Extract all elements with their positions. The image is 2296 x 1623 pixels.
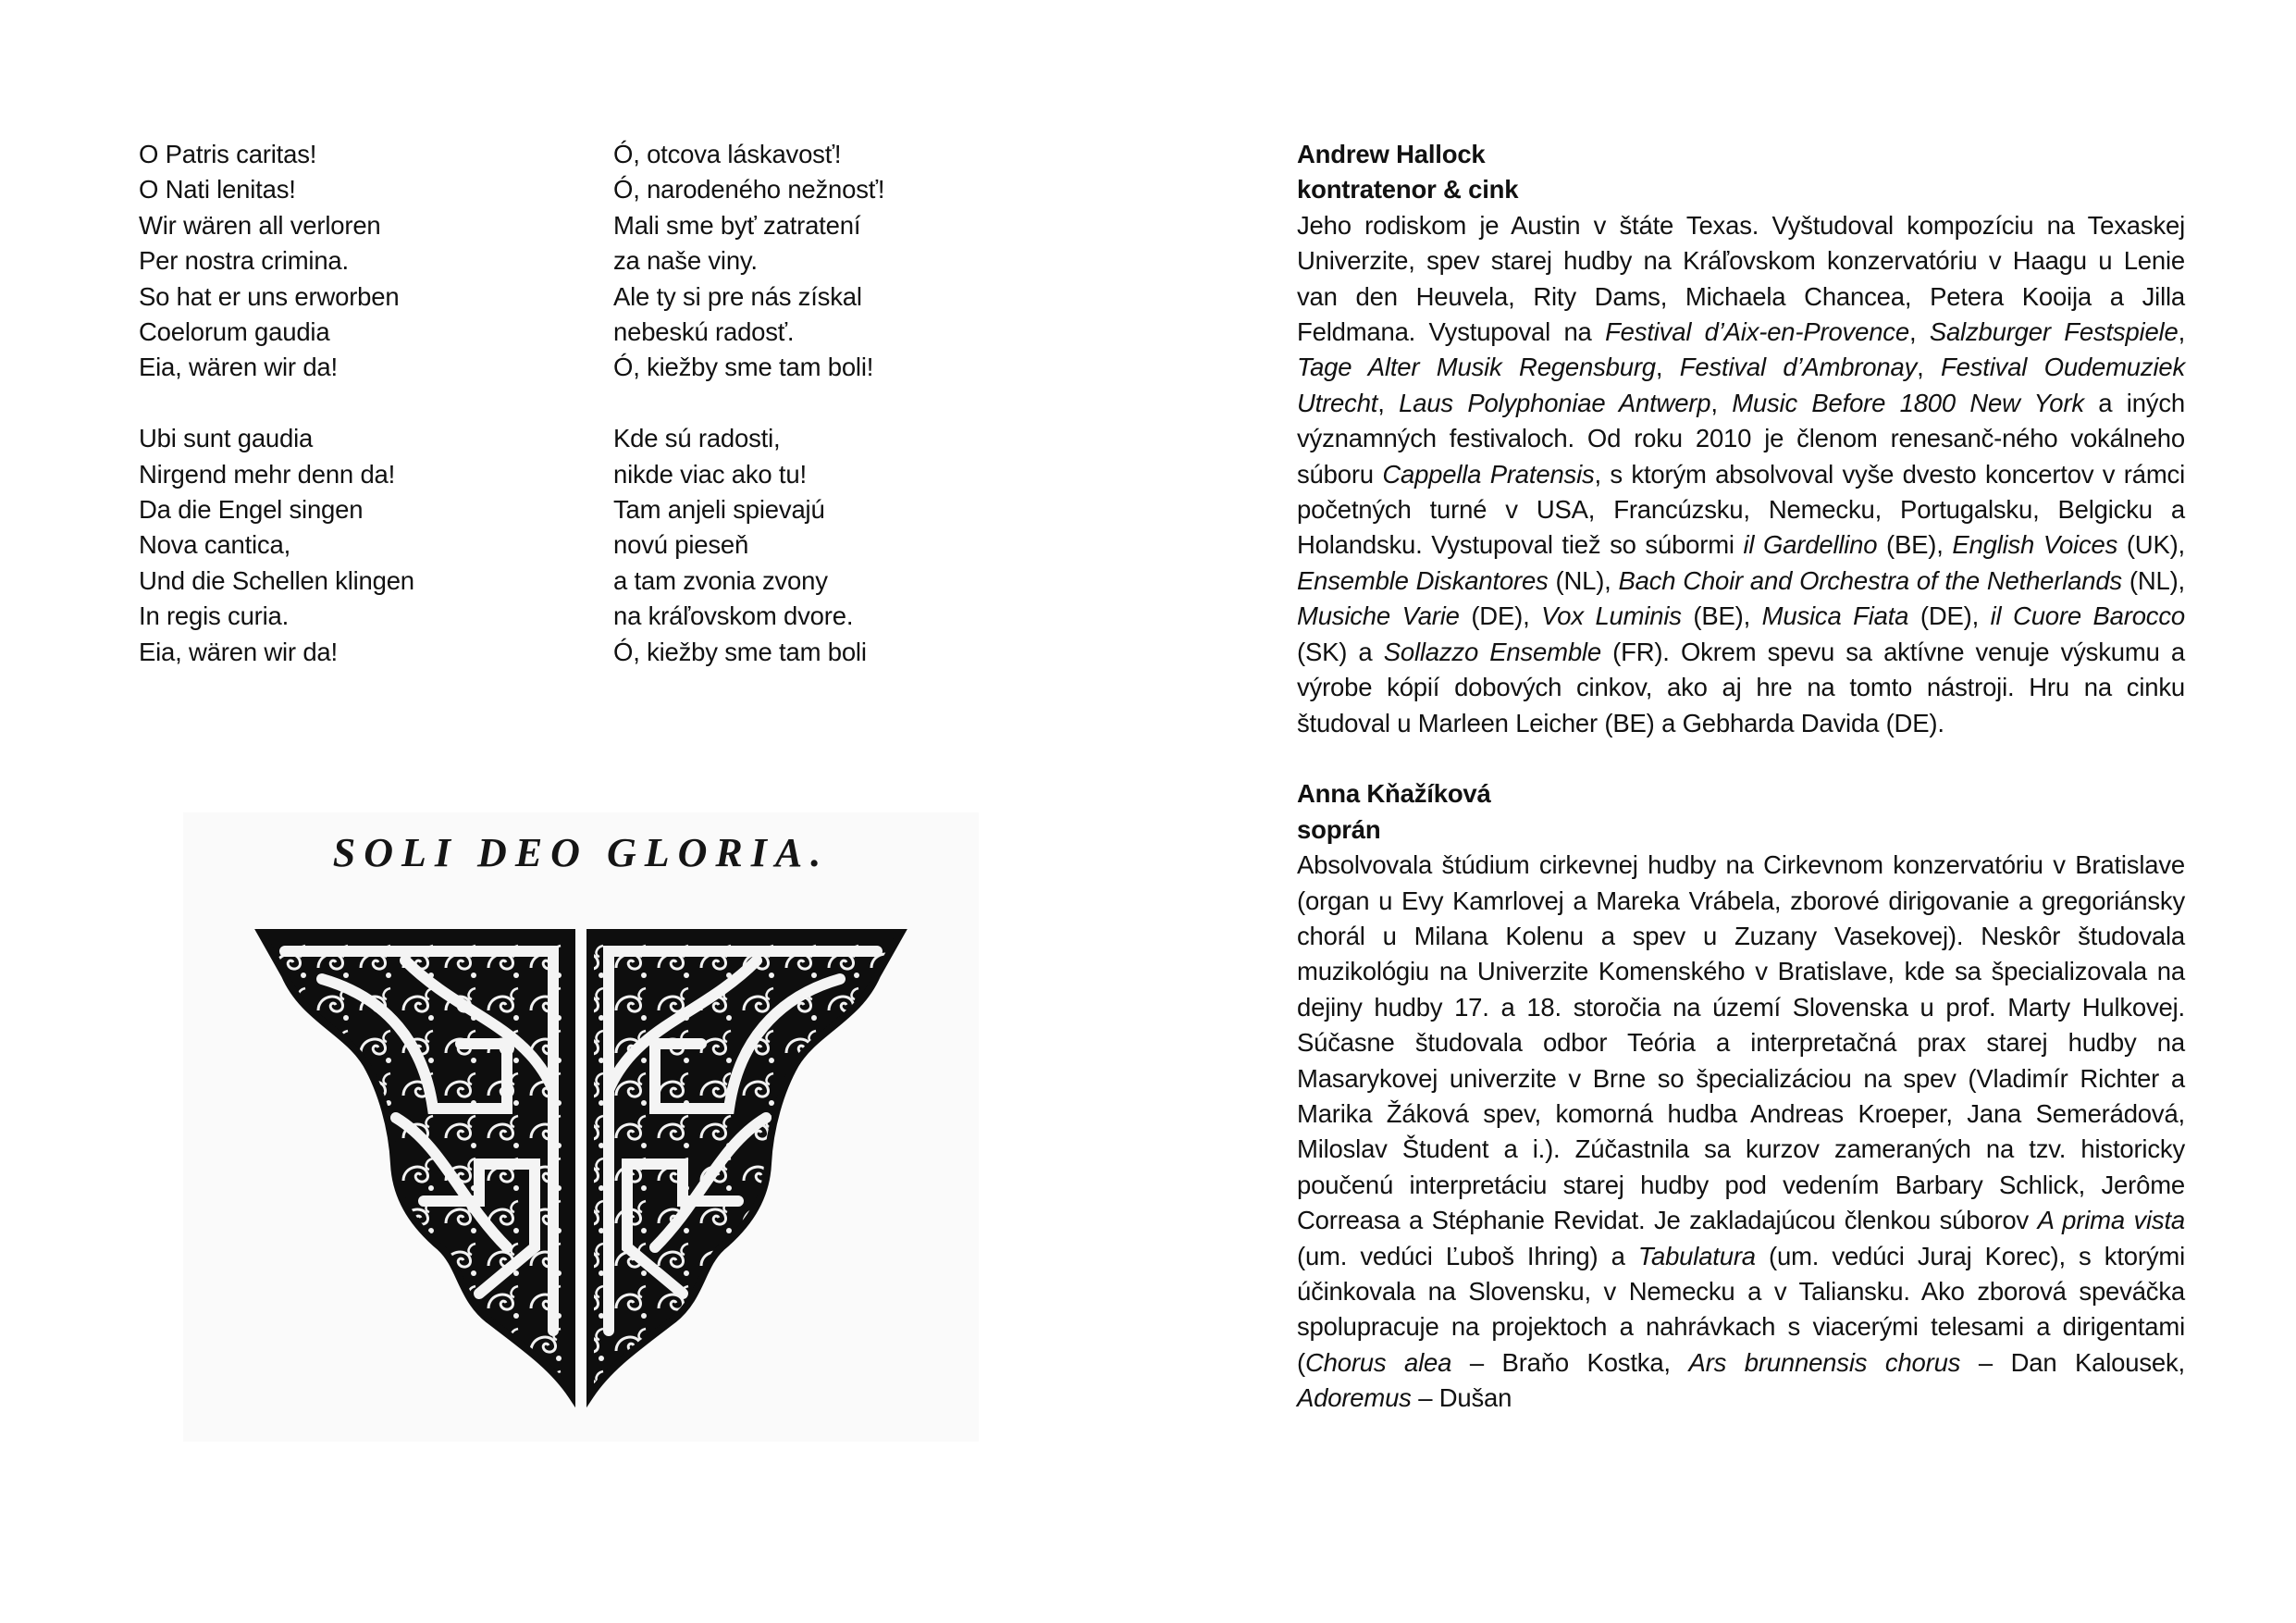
lyric-line: In regis curia. — [139, 601, 290, 631]
biography — [1297, 137, 2185, 741]
italic-title: Music Before 1800 New York — [1732, 388, 2084, 417]
lyric-line: Mali sme byť zatratení — [613, 210, 861, 240]
lyric-line — [139, 386, 583, 421]
italic-title: A prima vista — [2037, 1206, 2185, 1235]
italic-title: English Voices — [1952, 530, 2118, 560]
italic-title: Ars brunnensis chorus — [1688, 1347, 1961, 1377]
lyric-line: Ó, kiežby sme tam boli! — [613, 353, 874, 382]
text-run: – Dušan — [1411, 1383, 1512, 1413]
lyric-line: a tam zvonia zvony — [613, 565, 828, 595]
lyric-line: Und die Schellen klingen — [139, 565, 414, 595]
italic-title: Musica Fiata — [1761, 601, 1909, 631]
text-run: (NL), — [1548, 565, 1619, 595]
biography-text — [1297, 848, 2185, 1417]
italic-title: Laus Polyphoniae Antwerp — [1399, 388, 1711, 417]
italic-title: il Gardellino — [1743, 530, 1878, 560]
biographies-column — [1297, 137, 2185, 1452]
lyric-line: Tam anjeli spievajú — [613, 495, 825, 525]
italic-title: Tabulatura — [1637, 1241, 1756, 1270]
italic-title: Cappella Pratensis — [1382, 459, 1595, 489]
lyrics-latin-column — [139, 137, 583, 670]
lyric-line: Ale ty si pre nás získal — [613, 281, 862, 311]
lyric-line: Eia, wären wir da! — [139, 637, 338, 666]
biography-role: kontratenor & cink — [1297, 175, 1519, 204]
text-run: , — [1655, 353, 1680, 382]
text-run: , — [2178, 317, 2186, 347]
lyric-line: Ó, narodeného nežnosť! — [613, 175, 885, 204]
biography-name: Anna Kňažíková — [1297, 779, 1491, 809]
biography-text — [1297, 208, 2185, 741]
lyric-line — [613, 386, 1057, 421]
lyric-line: nikde viac ako tu! — [613, 459, 807, 489]
lyric-line: Eia, wären wir da! — [139, 353, 338, 382]
text-run: , — [1377, 388, 1400, 417]
text-run: (um. vedúci Ľuboš Ihring) a — [1297, 1241, 1638, 1270]
lyric-line: O Nati lenitas! — [139, 175, 296, 204]
lyric-line: Nirgend mehr denn da! — [139, 459, 396, 489]
text-run: (DE), — [1459, 601, 1542, 631]
italic-title: Festival Oudemuziek Utrecht — [1297, 353, 2186, 417]
lyric-line: Ó, otcova láskavosť! — [613, 140, 842, 168]
italic-title: Festival d’Aix-en-Provence — [1605, 317, 1909, 347]
ornament-shield-icon — [183, 812, 979, 1442]
ornament-left-half — [261, 933, 572, 1395]
lyric-line: Per nostra crimina. — [139, 246, 349, 276]
lyric-line: na kráľovskom dvore. — [613, 601, 854, 631]
lyric-line: za naše viny. — [613, 246, 758, 276]
text-run: (DE), — [1908, 601, 1991, 631]
text-run: Absolvovala štúdium cirkevnej hudby na Cirkevnom konzervatóriu v Bratislave (organ u Evy Kamrlovej a Mareka Vrábela, zborové dirigovanie a gregoriánsky chorál u Milana Kolenu a spev u Zuzany Vasekovej). Neskôr študovala muzikológiu na Univerzite Komenského v Bratislave, kde sa špecializovala na dejiny hudby 17. a 18. storočia na území Slovenska u prof. Marty Hulkovej. Súčasne študovala odbor Teória a interpretačná prax starej hudby na Masarykovej univerzite v Brne so špecializáciou na spev (Vladimír Richter a Marika Žáková spev, komorná hudba Andreas Kroeper, Jana Semerádová, Miloslav Študent a i.). Zúčastnila sa kurzov zameraných na tzv. historicky poučenú interpretáciu starej hudby pod vedením Barbary Schlick, Jerôme Correasa a Stéphanie Revidat. Je zakladajúcou členkou súborov — [1297, 850, 2185, 1235]
biography — [1297, 776, 2185, 1416]
lyric-line: Wir wären all verloren — [139, 210, 381, 240]
text-run: Jeho rodiskom je Austin v štáte Texas. Vyštudoval kompozíciu na Texaskej Univerzite, spev starej hudby na Kráľovskom konzervatóriu v Haagu u Lenie van den Heuvela, Rity Dams, Michaela Chancea, Petera Kooija a Jilla Feldmana. Vystupoval na — [1297, 210, 2185, 347]
lyrics-slovak-column — [613, 137, 1057, 670]
text-run: (SK) a — [1297, 637, 1384, 666]
italic-title: Tage Alter Musik Regensburg — [1297, 353, 1656, 382]
soli-deo-gloria-emblem — [183, 812, 979, 1442]
lyric-line: O Patris caritas! — [139, 140, 317, 168]
lyric-line: nebeskú radosť. — [613, 317, 795, 347]
text-run: (BE), — [1877, 530, 1953, 560]
lyric-line: Coelorum gaudia — [139, 317, 330, 347]
italic-title: Festival d’Ambronay — [1679, 353, 1918, 382]
ornament-right-half — [590, 933, 901, 1395]
text-run: – Braňo Kostka, — [1451, 1347, 1689, 1377]
italic-title: Bach Choir and Orchestra of the Netherlands — [1618, 565, 2122, 595]
italic-title: Vox Luminis — [1541, 601, 1682, 631]
biography-role: soprán — [1297, 814, 1381, 844]
text-run: (um. vedúci Juraj Korec), s ktorými účinkovala na Slovensku, v Nemecku a v Taliansku. Ako zborová speváčka spolupracuje na projektoch a nahrávkach s viacerými telesami a dirigentami ( — [1297, 1241, 2185, 1377]
italic-title: Chorus alea — [1304, 1347, 1452, 1377]
text-run: , — [1917, 353, 1942, 382]
italic-title: Salzburger Festspiele — [1929, 317, 2179, 347]
text-run: – Dan Kalousek, — [1960, 1347, 2186, 1377]
emblem-motto: SOLI DEO GLORIA. — [332, 830, 830, 875]
italic-title: Adoremus — [1297, 1383, 1412, 1413]
italic-title: il Cuore Barocco — [1990, 601, 2185, 631]
lyric-line: Nova cantica, — [139, 530, 291, 560]
lyric-line: novú pieseň — [613, 530, 749, 560]
text-run: , s ktorým absolvoval vyše dvesto koncertov v rámci početných turné v USA, Francúzsku, Nemecku, Portugalsku, Belgicku a Holandsku. Vystupoval tiež so súbormi — [1297, 459, 2185, 560]
lyric-line: So hat er uns erworben — [139, 281, 400, 311]
biography-name: Andrew Hallock — [1297, 140, 1486, 168]
text-run: (BE), — [1681, 601, 1762, 631]
text-run: , — [1908, 317, 1930, 347]
text-run: (FR). Okrem spevu sa aktívne venuje výskumu a výrobe kópií dobových cinkov, ako aj hre na tomto nástroji. Hru na cinku študoval u Marleen Leicher (BE) a Gebharda Davida (DE). — [1297, 637, 2185, 737]
text-run: a iných významných festivaloch. Od roku 2010 je členom renesanč-ného vokálneho súboru — [1297, 388, 2185, 489]
italic-title: Musiche Varie — [1297, 601, 1460, 631]
text-run: , — [1710, 388, 1733, 417]
lyric-line: Ó, kiežby sme tam boli — [613, 637, 867, 666]
lyric-line: Ubi sunt gaudia — [139, 424, 314, 453]
text-run: (UK), — [2117, 530, 2185, 560]
italic-title: Ensemble Diskantores — [1297, 565, 1549, 595]
text-run: (NL), — [2121, 565, 2185, 595]
lyric-line: Da die Engel singen — [139, 495, 364, 525]
italic-title: Sollazzo Ensemble — [1383, 637, 1601, 666]
lyric-line: Kde sú radosti, — [613, 424, 781, 453]
